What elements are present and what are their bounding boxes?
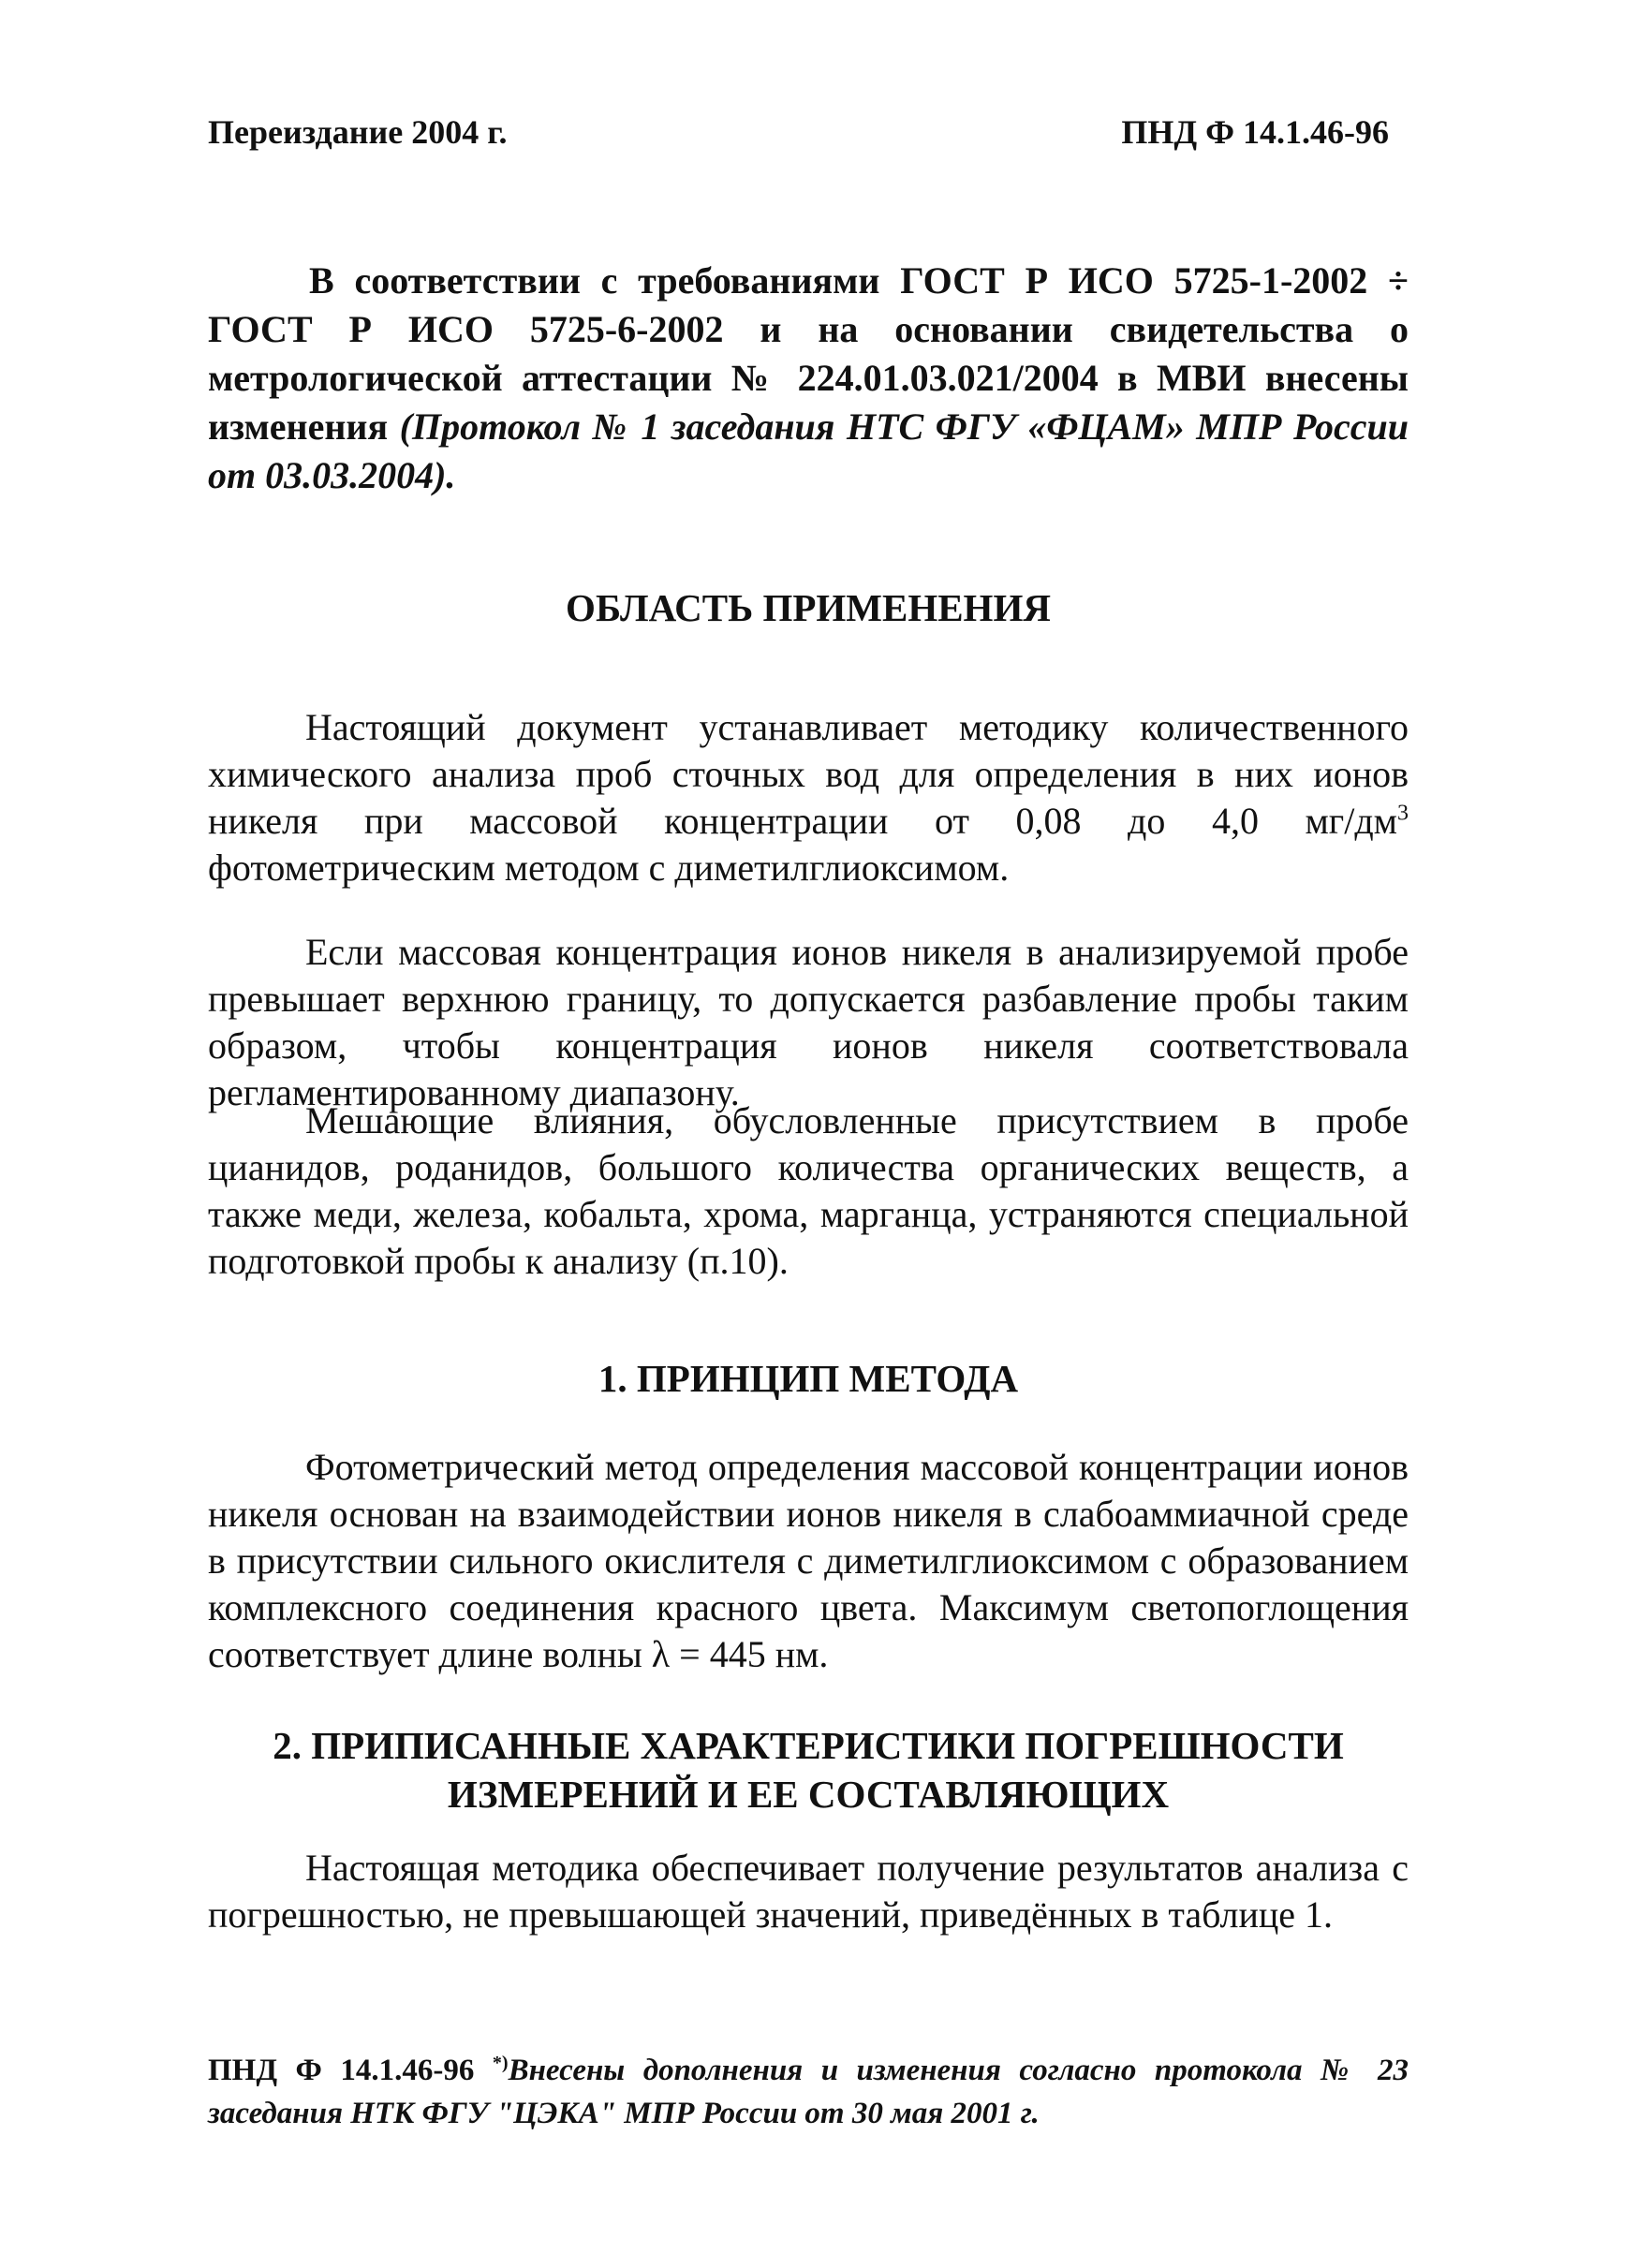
section-2-heading <box>208 1721 1409 1819</box>
scope-p1-text: Настоящий документ устанавливает методику количественного химического анализа проб сточных вод для определения в них ионов никеля при массовой концентрации от 0,08 до 4,0 мг/дм <box>208 706 1409 842</box>
unit-superscript: 3 <box>1397 801 1409 826</box>
scope-paragraph-2: Если массовая концентрация ионов никеля в анализируемой пробе превышает верхнюю границу, то допускается разбавление пробы таким образом, чтобы концентрация ионов никеля соответствовала регламентированному диапазону. <box>208 931 1409 1113</box>
notice-text: В соответствии с требованиями ГОСТ Р ИСО 5725-1-2002 ÷ ГОСТ Р ИСО 5725-6-2002 и на основании свидетельства о метрологической аттестации № 224.01.03.021/2004 в МВИ внесены изменения <box>208 259 1409 448</box>
section-2-heading-line-2: ИЗМЕРЕНИЙ И ЕЕ СОСТАВЛЯЮЩИХ <box>447 1773 1170 1816</box>
scope-paragraph-1 <box>208 704 1409 891</box>
scope-heading: ОБЛАСТЬ ПРИМЕНЕНИЯ <box>566 586 1051 629</box>
footnote-text: Внесены дополнения и изменения согласно протокола № 23 заседания НТК ФГУ "ЦЭКА" МПР России от 30 мая 2001 г. <box>208 2054 1409 2130</box>
footnote-ref: ПНД Ф 14.1.46-96 <box>208 2054 493 2087</box>
amendment-notice <box>208 257 1409 500</box>
footnote <box>208 2049 1409 2135</box>
notice-protocol: (Протокол № 1 заседания НТС ФГУ «ФЦАМ» МПР России от 03.03.2004). <box>208 405 1409 496</box>
document-code: ПНД Ф 14.1.46-96 <box>1121 113 1389 151</box>
section-1-heading: 1. ПРИНЦИП МЕТОДА <box>598 1357 1019 1400</box>
footnote-mark: *) <box>492 2053 509 2073</box>
edition-label: Переиздание 2004 г. <box>208 113 508 151</box>
scope-p1-text-end: фотометрическим методом с диметилглиоксимом. <box>208 847 1010 889</box>
section-2-paragraph: Настоящая методика обеспечивает получение результатов анализа с погрешностью, не превышающей значений, приведённых в таблице 1. <box>208 1847 1409 1936</box>
section-1-paragraph: Фотометрический метод определения массовой концентрации ионов никеля основан на взаимодействии ионов никеля в слабоаммиачной среде в присутствии сильного окислителя с диметилглиоксимом с образованием комплексного соединения красного цвета. Максимум светопоглощения соответствует длине волны λ = 445 нм. <box>208 1446 1409 1675</box>
scope-paragraph-3: Мешающие влияния, обусловленные присутствием в пробе цианидов, роданидов, большого количества органических веществ, а также меди, железа, кобальта, хрома, марганца, устраняются специальной подготовкой пробы к анализу (п.10). <box>208 1099 1409 1282</box>
section-2-heading-line-1: 2. ПРИПИСАННЫЕ ХАРАКТЕРИСТИКИ ПОГРЕШНОСТИ <box>273 1724 1344 1767</box>
